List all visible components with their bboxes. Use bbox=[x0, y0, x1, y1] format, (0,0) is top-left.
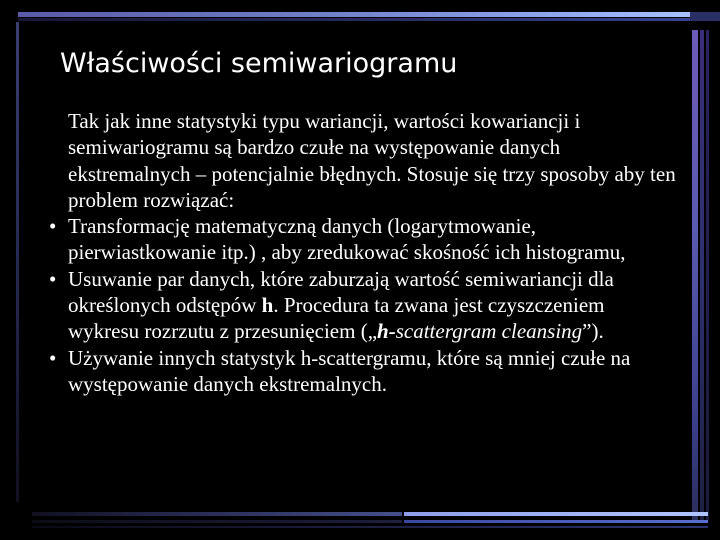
slide-body bbox=[30, 108, 680, 397]
frame-right-bar-3 bbox=[706, 30, 709, 520]
frame-right-bar-2 bbox=[700, 30, 704, 520]
frame-top-corner bbox=[690, 12, 720, 21]
frame-bottom-bar-left bbox=[32, 512, 402, 516]
bullet-item-transformation bbox=[30, 213, 680, 266]
bullet-text-italic-h: h- bbox=[377, 319, 396, 344]
frame-right-bar bbox=[692, 30, 698, 520]
bullet-icon: • bbox=[49, 345, 57, 370]
lag-symbol-h: h bbox=[261, 293, 274, 318]
bullet-text-italic: scattergram cleansing bbox=[395, 319, 583, 344]
frame-top-bar-shadow bbox=[18, 18, 690, 21]
bullet-icon: • bbox=[49, 266, 57, 291]
bullet-item-other-statistics bbox=[30, 345, 680, 398]
frame-bottom-bar-right-2 bbox=[404, 520, 708, 523]
frame-left-bar bbox=[16, 22, 19, 502]
frame-bottom-bar-3 bbox=[32, 526, 708, 528]
bullet-text: Używanie innych statystyk h-scattergramu, które są mniej czułe na występowanie danych ekstremalnych. bbox=[68, 345, 631, 396]
frame-bottom-bar-right bbox=[404, 512, 708, 516]
intro-paragraph: Tak jak inne statystyki typu wariancji, wartości kowariancji i semiwariogramu są bardzo czułe na występowanie danych ekstremalnych – potencjalnie błędnych. Stosuje się trzy sposoby aby ten problem rozwiązać: bbox=[68, 109, 676, 212]
frame-top-bar bbox=[18, 12, 690, 17]
bullet-item-removal bbox=[30, 266, 680, 345]
bullet-icon: • bbox=[49, 214, 57, 239]
bullet-text-part: . Procedura ta zwana jest czyszczeniem wykresu rozrzutu z przesunięciem („ bbox=[68, 293, 605, 344]
bullet-text: Transformację matematyczną danych (logarytmowanie, pierwiastkowanie itp.) , aby zredukować skośność ich histogramu, bbox=[68, 214, 626, 265]
bullet-text-part: Usuwanie par danych, które zaburzają wartość semiwariancji dla określonych odstępów bbox=[68, 266, 614, 318]
bullet-text-part: ”). bbox=[582, 319, 604, 344]
slide-title: Właściwości semiwariogramu bbox=[60, 48, 458, 79]
frame-bottom-bar-left-2 bbox=[32, 520, 402, 523]
